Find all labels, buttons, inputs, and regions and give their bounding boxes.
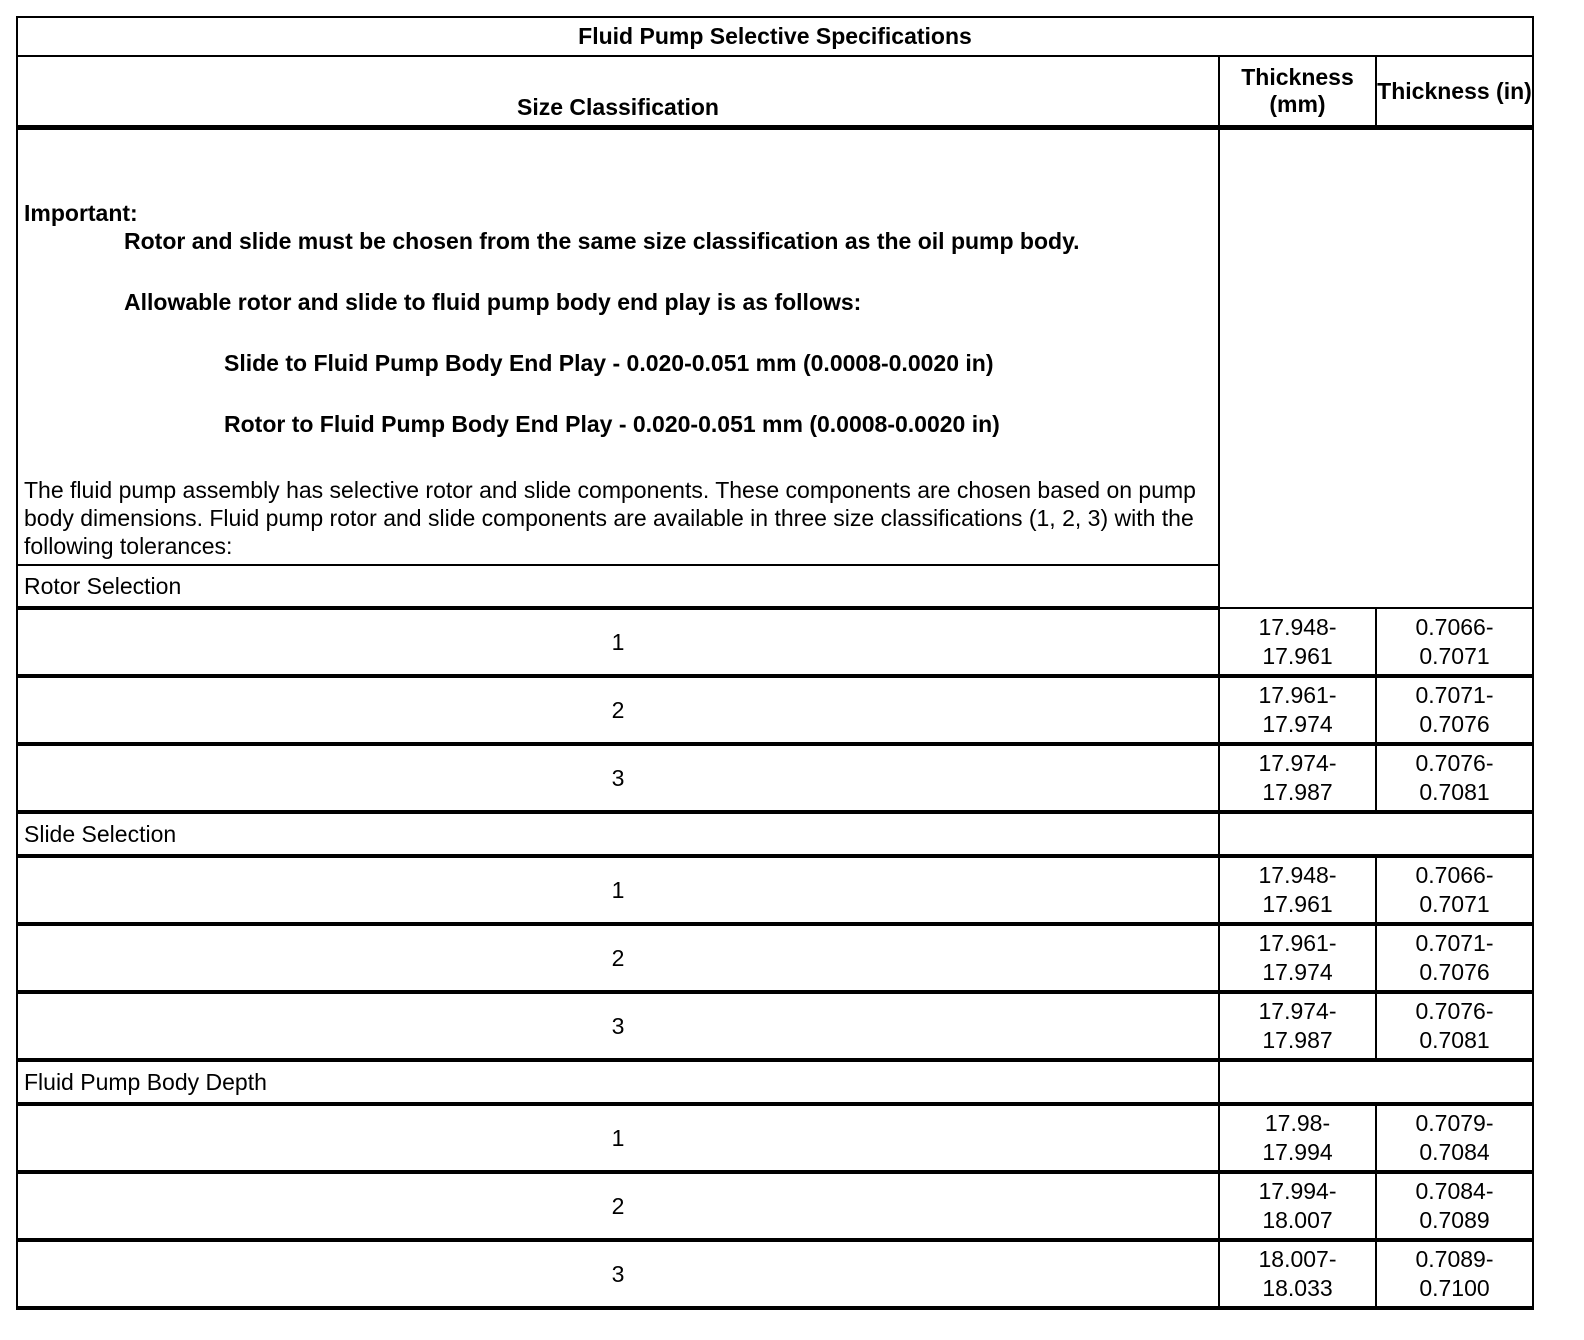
section-title: Rotor Selection bbox=[17, 565, 1219, 608]
notes-blank-cell bbox=[1219, 128, 1533, 609]
thickness-in-min: 0.7076- bbox=[1415, 998, 1494, 1024]
spec-table bbox=[16, 16, 1534, 1310]
thickness-mm-cell bbox=[1219, 1240, 1376, 1308]
thickness-in-min: 0.7066- bbox=[1415, 613, 1494, 640]
thickness-mm-max: 17.974 bbox=[1262, 959, 1333, 985]
note-line-4: Rotor to Fluid Pump Body End Play - 0.020-0.051 mm (0.0008-0.0020 in) bbox=[224, 411, 1000, 437]
table-row bbox=[17, 744, 1533, 812]
title-row bbox=[17, 17, 1533, 56]
thickness-in-cell bbox=[1376, 744, 1533, 812]
size-class-cell: 2 bbox=[17, 676, 1219, 744]
thickness-mm-min: 17.974- bbox=[1258, 998, 1337, 1024]
thickness-in-min: 0.7076- bbox=[1415, 750, 1494, 776]
table-row bbox=[17, 676, 1533, 744]
thickness-in-max: 0.7076 bbox=[1419, 711, 1490, 737]
size-class-cell: 3 bbox=[17, 1240, 1219, 1308]
table-row bbox=[17, 924, 1533, 992]
section-blank-cell bbox=[1219, 812, 1533, 856]
thickness-in-min: 0.7079- bbox=[1415, 1110, 1494, 1136]
thickness-mm-cell bbox=[1219, 856, 1376, 924]
note-line-2: Allowable rotor and slide to fluid pump body end play is as follows: bbox=[124, 289, 862, 315]
table-row bbox=[17, 608, 1533, 676]
thickness-in-cell bbox=[1376, 1240, 1533, 1308]
thickness-mm-cell bbox=[1219, 924, 1376, 992]
thickness-mm-min: 17.948- bbox=[1258, 862, 1337, 888]
thickness-in-max: 0.7081 bbox=[1419, 1027, 1490, 1053]
thickness-in-cell bbox=[1376, 856, 1533, 924]
thickness-mm-max: 17.961 bbox=[1262, 642, 1333, 669]
size-class-cell: 1 bbox=[17, 608, 1219, 676]
description-text: The fluid pump assembly has selective rotor and slide components. These components are chosen based on pump body dimensions. Fluid pump rotor and slide components are available in three size classifications (1, 2, 3) with the following tolerances: bbox=[24, 477, 1196, 559]
size-class-cell: 3 bbox=[17, 992, 1219, 1060]
thickness-in-max: 0.7100 bbox=[1419, 1275, 1490, 1301]
section-title: Fluid Pump Body Depth bbox=[17, 1060, 1219, 1104]
section-row bbox=[17, 1060, 1533, 1104]
size-class-cell: 1 bbox=[17, 1104, 1219, 1172]
thickness-mm-max: 17.987 bbox=[1262, 779, 1333, 805]
thickness-mm-max: 18.033 bbox=[1262, 1275, 1333, 1301]
thickness-mm-max: 18.007 bbox=[1262, 1207, 1333, 1233]
thickness-in-cell bbox=[1376, 608, 1533, 676]
notes-row bbox=[17, 128, 1533, 566]
thickness-in-cell bbox=[1376, 1104, 1533, 1172]
note-line-1: Rotor and slide must be chosen from the same size classification as the oil pump body. bbox=[124, 228, 1080, 254]
thickness-mm-min: 17.961- bbox=[1258, 930, 1337, 956]
section-title: Slide Selection bbox=[17, 812, 1219, 856]
thickness-in-max: 0.7084 bbox=[1419, 1139, 1490, 1165]
thickness-in-cell bbox=[1376, 924, 1533, 992]
table-row bbox=[17, 856, 1533, 924]
header-row bbox=[17, 56, 1533, 128]
thickness-mm-cell bbox=[1219, 676, 1376, 744]
table-title: Fluid Pump Selective Specifications bbox=[17, 17, 1533, 56]
thickness-mm-min: 17.961- bbox=[1258, 682, 1337, 708]
header-thickness-in: Thickness (in) bbox=[1376, 56, 1533, 128]
thickness-mm-cell bbox=[1219, 608, 1376, 676]
thickness-in-max: 0.7081 bbox=[1419, 779, 1490, 805]
thickness-mm-max: 17.974 bbox=[1262, 711, 1333, 737]
thickness-mm-min: 17.994- bbox=[1258, 1178, 1337, 1204]
thickness-mm-cell bbox=[1219, 1104, 1376, 1172]
table-row bbox=[17, 1240, 1533, 1308]
thickness-in-max: 0.7071 bbox=[1419, 642, 1490, 669]
size-class-cell: 2 bbox=[17, 1172, 1219, 1240]
thickness-in-min: 0.7071- bbox=[1415, 682, 1494, 708]
table-row bbox=[17, 1172, 1533, 1240]
size-class-cell: 2 bbox=[17, 924, 1219, 992]
section-row bbox=[17, 812, 1533, 856]
thickness-in-min: 0.7071- bbox=[1415, 930, 1494, 956]
header-size-classification: Size Classification bbox=[17, 56, 1219, 128]
section-blank-cell bbox=[1219, 1060, 1533, 1104]
thickness-in-min: 0.7089- bbox=[1415, 1246, 1494, 1272]
thickness-in-cell bbox=[1376, 1172, 1533, 1240]
size-class-cell: 1 bbox=[17, 856, 1219, 924]
thickness-mm-cell bbox=[1219, 1172, 1376, 1240]
thickness-in-max: 0.7089 bbox=[1419, 1207, 1490, 1233]
thickness-in-min: 0.7066- bbox=[1415, 862, 1494, 888]
thickness-mm-min: 18.007- bbox=[1258, 1246, 1337, 1272]
thickness-mm-max: 17.994 bbox=[1262, 1139, 1333, 1165]
thickness-in-max: 0.7076 bbox=[1419, 959, 1490, 985]
note-line-3: Slide to Fluid Pump Body End Play - 0.020-0.051 mm (0.0008-0.0020 in) bbox=[224, 350, 994, 376]
thickness-mm-max: 17.961 bbox=[1262, 891, 1333, 917]
notes-cell bbox=[17, 128, 1219, 566]
thickness-in-min: 0.7084- bbox=[1415, 1178, 1494, 1204]
thickness-in-cell bbox=[1376, 992, 1533, 1060]
table-row bbox=[17, 992, 1533, 1060]
thickness-mm-min: 17.98- bbox=[1264, 1110, 1331, 1136]
important-label: Important: bbox=[24, 200, 138, 226]
header-thickness-mm: Thickness (mm) bbox=[1219, 56, 1376, 128]
thickness-mm-cell bbox=[1219, 992, 1376, 1060]
thickness-mm-min: 17.974- bbox=[1258, 750, 1337, 776]
thickness-mm-min: 17.948- bbox=[1258, 613, 1337, 640]
thickness-mm-cell bbox=[1219, 744, 1376, 812]
thickness-in-cell bbox=[1376, 676, 1533, 744]
table-row bbox=[17, 1104, 1533, 1172]
size-class-cell: 3 bbox=[17, 744, 1219, 812]
thickness-mm-max: 17.987 bbox=[1262, 1027, 1333, 1053]
thickness-in-max: 0.7071 bbox=[1419, 891, 1490, 917]
